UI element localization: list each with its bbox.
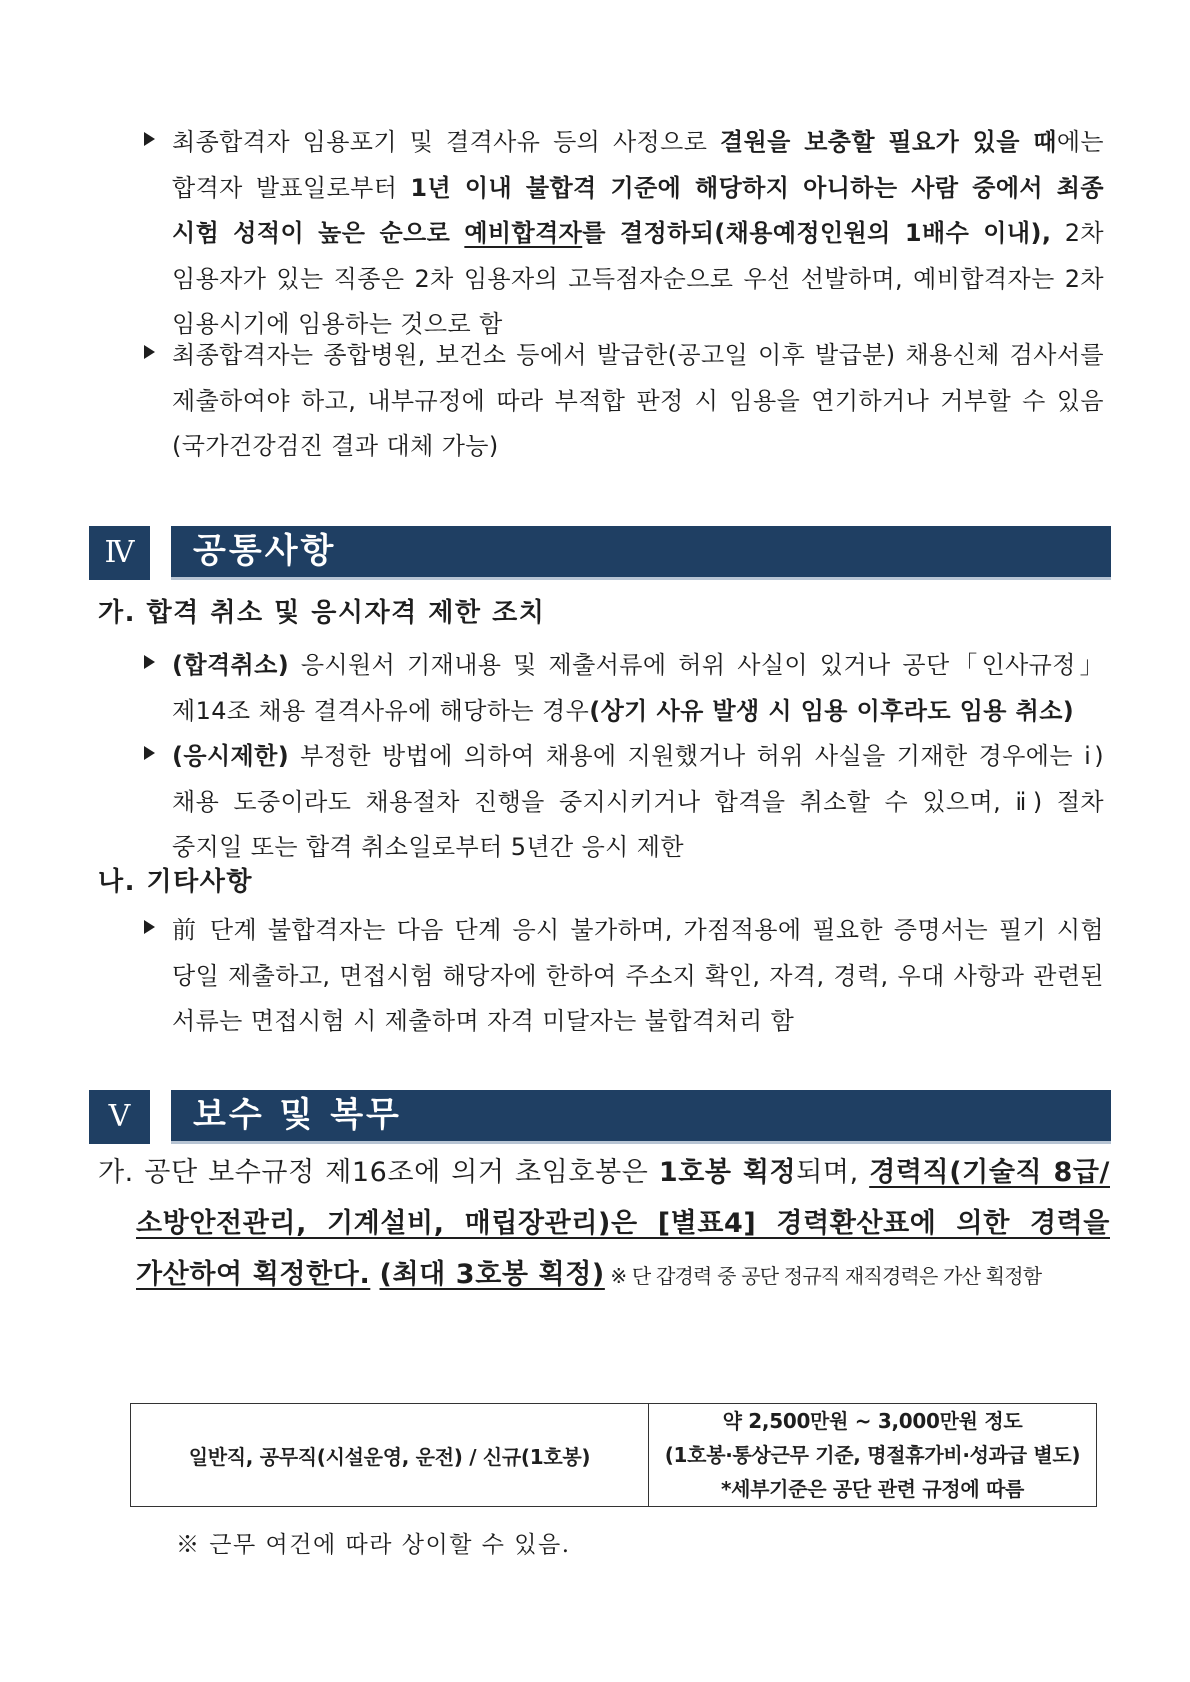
triangle-bullet-icon [144, 746, 155, 760]
text-segment: 부정한 방법에 의하여 채용에 지원했거나 허위 사실을 기재한 경우에는 ⅰ) 채용 도중이라도 채용절차 진행을 중지시키거나 합격을 취소할 수 있으며, ⅱ) 절차 중지일 또는 합격 취소일로부터 5년간 응시 제한 [172, 742, 1104, 861]
pay-rule-line: *세부기준은 공단 관련 규정에 따름 [720, 1477, 1025, 1501]
triangle-bullet-icon [144, 132, 155, 146]
pay-paragraph [98, 1147, 1110, 1302]
pay-amount-cell [649, 1404, 1097, 1507]
text-segment [370, 1259, 379, 1290]
section-title-bar [171, 1090, 1111, 1144]
text-segment: ※ 단 갑경력 중 공단 정규직 재직경력은 가산 획정함 [604, 1264, 1042, 1288]
text-segment: 최종합격자는 종합병원, 보건소 등에서 발급한(공고일 이후 발급분) 채용신체 검사서를 제출하여야 하고, 내부규정에 따라 부적합 판정 시 임용을 연기하거나 거부할 수 있음(국가건강검진 결과 대체 가능) [172, 341, 1104, 460]
subheading-misc: 나. 기타사항 [98, 867, 254, 897]
triangle-bullet-icon [144, 920, 155, 934]
text-segment: 결원을 보충할 필요가 있을 때 [720, 128, 1057, 156]
bullet-pass-cancellation [144, 643, 1104, 734]
text-segment: 前 단계 불합격자는 다음 단계 응시 불가하며, 가점적용에 필요한 증명서는 필기 시험 당일 제출하고, 면접시험 해당자에 한하여 주소지 확인, 자격, 경력, 우대 사항과 관련된 서류는 면접시험 시 제출하며 자격 미달자는 불합격처리 함 [172, 916, 1104, 1035]
pay-category-cell: 일반직, 공무직(시설운영, 운전) / 신규(1호봉) [131, 1404, 649, 1507]
bullet-text [144, 643, 1104, 734]
bullet-health-certificate [144, 333, 1104, 470]
section-header-common [89, 526, 1111, 580]
text-segment: 에는 합격자 발표일로부터 [172, 128, 1104, 202]
text-segment: 되며, [796, 1157, 870, 1188]
section-number: Ⅴ [89, 1090, 150, 1144]
subheading-cancellation: 가. 합격 취소 및 응시자격 제한 조치 [98, 598, 546, 628]
bullet-text [144, 908, 1104, 1045]
section-title: 보수 및 복무 [193, 1095, 402, 1135]
bullet-misc-documents [144, 908, 1104, 1045]
text-segment: (최대 3호봉 획정) [379, 1259, 605, 1290]
text-segment: 가. 공단 보수규정 제16조에 의거 초임호봉은 [98, 1157, 659, 1188]
text-segment: (응시제한) [172, 742, 290, 770]
bullet-text [144, 734, 1104, 871]
text-segment: 를 결정하되(채용예정인원의 1배수 이내), [582, 219, 1052, 247]
triangle-bullet-icon [144, 655, 155, 669]
text-segment: (합격취소) [172, 651, 290, 679]
text-segment: 경력직(기술직 8급/소방안전관리, 기계설비, 매립장관리)은 [별표4] 경력환산표에 의한 경력을 가산하여 획정한다. [136, 1157, 1110, 1290]
section-title: 공통사항 [193, 531, 337, 571]
text-segment: 2차 임용자가 있는 직종은 2차 임용자의 고득점자순으로 우선 선발하며, 예비합격자는 2차 임용시기에 임용하는 것으로 함 [172, 219, 1104, 338]
text-segment: 1년 이내 불합격 기준에 해당하지 아니하는 사람 중에서 최종 시험 성적이 높은 순으로 [172, 173, 1104, 247]
pay-table [130, 1403, 1097, 1507]
text-segment: (상기 사유 발생 시 임용 이후라도 임용 취소) [589, 696, 1075, 725]
section-header-pay [89, 1090, 1111, 1144]
bullet-application-restriction [144, 734, 1104, 871]
text-segment: 응시원서 기재내용 및 제출서류에 허위 사실이 있거나 공단「인사규정」 제14조 채용 결격사유에 해당하는 경우 [172, 651, 1104, 725]
text-segment: 예비합격자 [464, 219, 583, 247]
text-segment: 최종합격자 임용포기 및 결격사유 등의 사정으로 [172, 128, 721, 156]
bullet-text [144, 333, 1104, 470]
text-segment: 1호봉 획정 [658, 1157, 797, 1188]
section-number: Ⅳ [89, 526, 150, 580]
section-title-bar [171, 526, 1111, 580]
bullet-text [144, 120, 1104, 348]
footnote: ※ 근무 여건에 따라 상이할 수 있음. [176, 1532, 571, 1558]
pay-amount-line: 약 2,500만원 ~ 3,000만원 정도 [722, 1409, 1023, 1433]
triangle-bullet-icon [144, 345, 155, 359]
pay-basis-line: (1호봉·통상근무 기준, 명절휴가비·성과급 별도) [664, 1443, 1081, 1467]
bullet-reserve-candidates [144, 120, 1104, 348]
pay-paragraph-text [98, 1147, 1110, 1302]
table-row [131, 1404, 1097, 1507]
